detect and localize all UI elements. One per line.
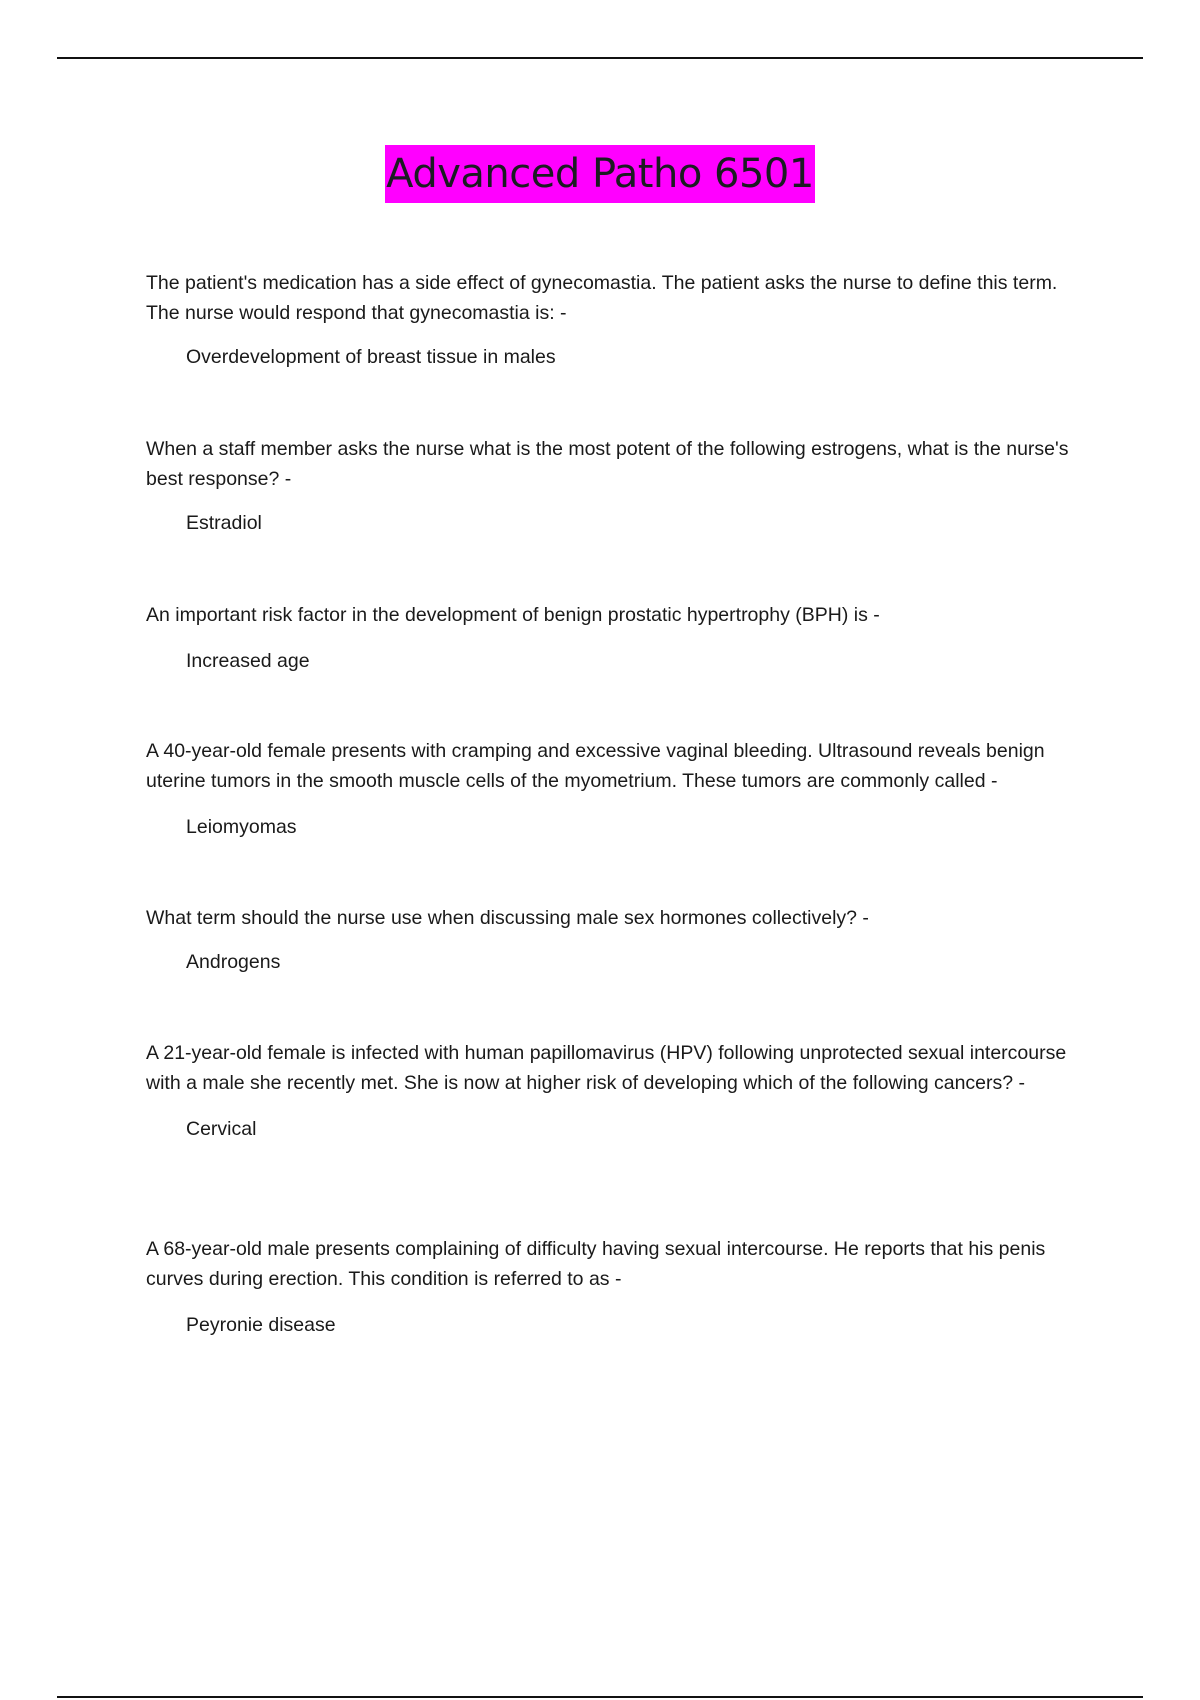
title-block <box>0 145 1200 203</box>
answer-text: Leiomyomas <box>186 816 297 838</box>
qa-item <box>146 903 1086 977</box>
answer-text: Overdevelopment of breast tissue in males <box>186 346 556 368</box>
question-text: A 21-year-old female is infected with human papillomavirus (HPV) following unprotected sexual intercourse with a male she recently met. She is now at higher risk of developing which of the following cancers? - <box>146 1042 1067 1094</box>
qa-item <box>146 1038 1086 1144</box>
question-text: A 68-year-old male presents complaining of difficulty having sexual intercourse. He reports that his penis curves during erection. This condition is referred to as - <box>146 1238 1046 1290</box>
document-title: Advanced Patho 6501 <box>385 145 815 203</box>
qa-item <box>146 1234 1086 1340</box>
qa-item <box>146 268 1086 372</box>
question-text: When a staff member asks the nurse what is the most potent of the following estrogens, what is the nurse's best response? - <box>146 438 1069 490</box>
question-text: What term should the nurse use when discussing male sex hormones collectively? - <box>146 907 869 929</box>
answer-text: Increased age <box>186 650 310 672</box>
answer-text: Androgens <box>186 951 281 973</box>
qa-item <box>146 434 1086 538</box>
answer-text: Cervical <box>186 1118 257 1140</box>
question-text: A 40-year-old female presents with cramping and excessive vaginal bleeding. Ultrasound reveals benign uterine tumors in the smooth muscle cells of the myometrium. These tumors are commonly called - <box>146 740 1045 792</box>
question-text: An important risk factor in the development of benign prostatic hypertrophy (BPH) is - <box>146 604 880 626</box>
qa-item <box>146 736 1086 842</box>
bottom-rule <box>57 1696 1143 1698</box>
answer-text: Estradiol <box>186 512 262 534</box>
top-rule <box>57 57 1143 59</box>
answer-text: Peyronie disease <box>186 1314 336 1336</box>
qa-item <box>146 600 1086 676</box>
question-text: The patient's medication has a side effect of gynecomastia. The patient asks the nurse to define this term. The nurse would respond that gynecomastia is: - <box>146 272 1058 324</box>
